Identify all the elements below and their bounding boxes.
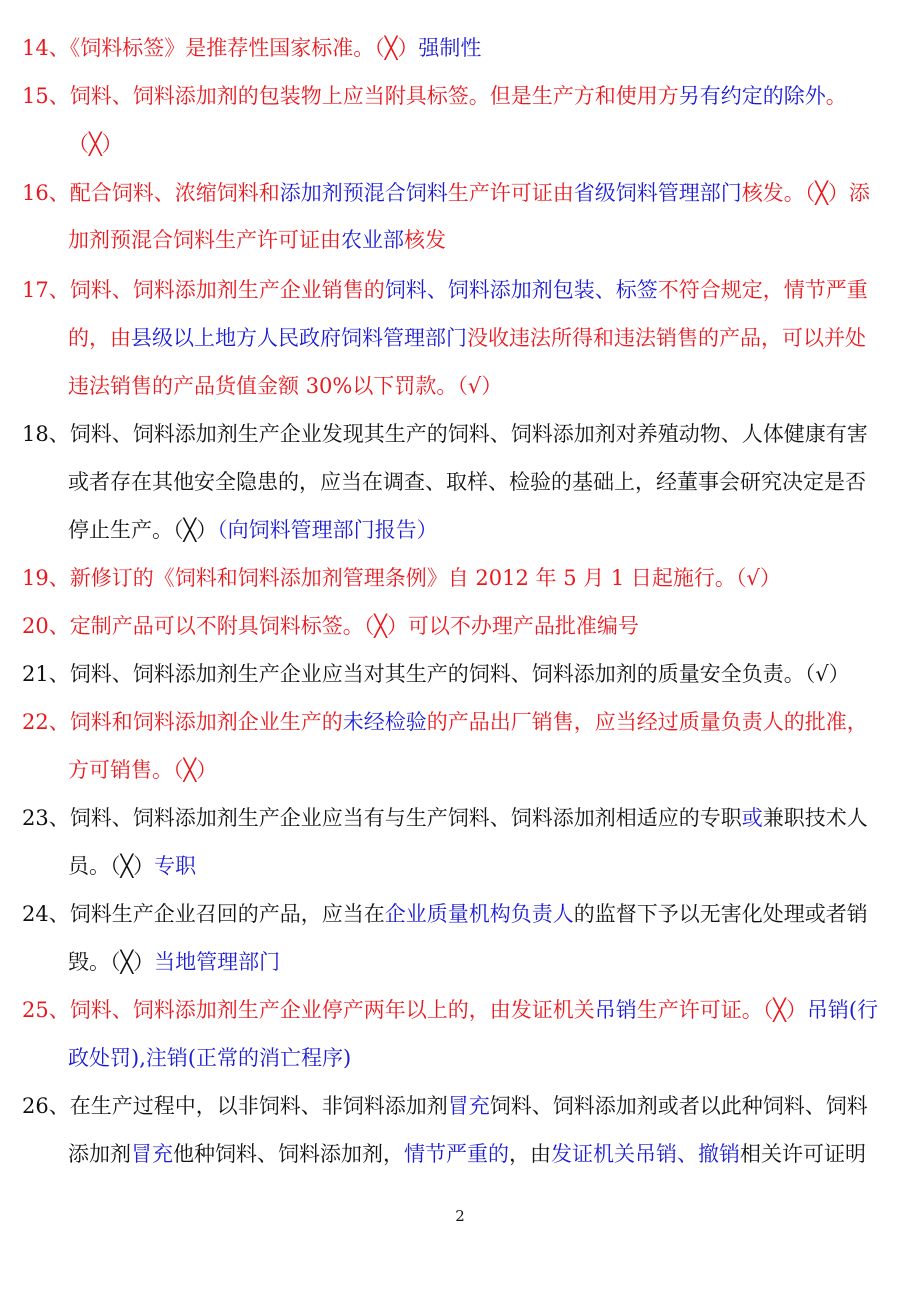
- text-segment: 违法销售的产品货值金额: [68, 374, 306, 398]
- text-segment: ）: [196, 518, 218, 542]
- wrong-mark-icon: ╳: [384, 36, 398, 60]
- wrong-mark-icon: ╳: [120, 950, 134, 974]
- text-segment: ）: [101, 132, 123, 156]
- question-text-continued: [68, 515, 900, 545]
- text-segment: 22、饲料和饲料添加剂企业生产的: [22, 710, 343, 734]
- text-segment: 方可销售。（: [68, 758, 184, 782]
- text-segment: ）: [133, 950, 155, 974]
- text-segment: 毁。（: [68, 950, 121, 974]
- text-segment: ）添: [827, 181, 870, 205]
- text-segment: ）: [785, 998, 807, 1022]
- text-segment: 18、饲料、饲料添加剂生产企业发现其生产的饲料、饲料添加剂对养殖动物、人体健康有害: [22, 422, 868, 446]
- text-segment: 25、饲料、饲料添加剂生产企业停产两年以上的，由发证机关: [22, 998, 595, 1022]
- text-segment: 14、《饲料标签》是推荐性国家标准。（: [22, 36, 385, 60]
- text-segment: 吊销(行: [806, 998, 879, 1022]
- text-segment: 他种饲料、饲料添加剂，: [173, 1142, 404, 1166]
- question-text-continued: [68, 947, 900, 977]
- question-text: [22, 178, 900, 208]
- text-segment: 另有约定的除外: [678, 84, 826, 108]
- text-segment: 的，由: [68, 326, 131, 350]
- question-text-continued: [68, 755, 900, 785]
- text-segment: 未经检验: [342, 710, 427, 734]
- text-segment: 饲料、饲料添加剂包装、标签: [384, 278, 658, 302]
- question-text: [22, 659, 900, 689]
- text-segment: ）可以不办理产品批准编号: [386, 614, 639, 638]
- text-segment: ）: [397, 36, 419, 60]
- text-segment: 饲料、饲料添加剂或者以此种饲料、饲料: [489, 1094, 868, 1118]
- text-segment: 30%: [305, 374, 353, 398]
- wrong-mark-icon: ╳: [89, 132, 102, 156]
- text-segment: 以下罚款。（√）: [352, 374, 503, 398]
- wrong-mark-icon: ╳: [374, 614, 387, 638]
- wrong-mark-icon: ╳: [183, 518, 197, 542]
- text-segment: 员。（: [68, 854, 121, 878]
- text-segment: 当地管理部门: [154, 950, 281, 974]
- text-segment: 政处罚),注销(正常的消亡程序): [68, 1046, 352, 1070]
- question-text: [22, 1091, 900, 1121]
- question-text: [22, 563, 900, 593]
- wrong-mark-icon: ╳: [183, 758, 197, 782]
- question-text-continued: [68, 371, 900, 401]
- wrong-mark-icon: ╳: [815, 181, 828, 205]
- question-text: [22, 899, 900, 929]
- text-segment: 或: [741, 806, 763, 830]
- question-text-continued: [68, 1139, 900, 1169]
- text-segment: 农业部: [341, 228, 404, 252]
- text-segment: 发证机关吊销、撤销: [551, 1142, 740, 1166]
- text-segment: ，由: [509, 1142, 551, 1166]
- text-segment: 生产许可证。（: [636, 998, 774, 1022]
- page-number: 2: [455, 1207, 465, 1225]
- question-text-continued: [68, 467, 900, 497]
- text-segment: ）: [133, 854, 155, 878]
- text-segment: 生产许可证由: [447, 181, 574, 205]
- question-text: [22, 81, 900, 111]
- text-segment: 加剂预混合饲料生产许可证由: [68, 228, 341, 252]
- wrong-mark-icon: ╳: [773, 998, 786, 1022]
- text-segment: 24、饲料生产企业召回的产品，应当在: [22, 902, 385, 926]
- text-segment: 企业质量机构负责人: [384, 902, 574, 926]
- question-text: [22, 803, 900, 833]
- question-text: [22, 611, 900, 641]
- question-text-continued: [68, 1043, 900, 1073]
- text-segment: 县级以上地方人民政府饲料管理部门: [131, 326, 467, 350]
- text-segment: 冒充: [447, 1094, 490, 1118]
- text-segment: 省级饲料管理部门: [573, 181, 742, 205]
- text-segment: 16、配合饲料、浓缩饲料和: [22, 181, 280, 205]
- text-segment: 的监督下予以无害化处理或者销: [573, 902, 868, 926]
- text-segment: 15、饲料、饲料添加剂的包装物上应当附具标签。但是生产方和使用方: [22, 84, 679, 108]
- text-segment: 。: [825, 84, 847, 108]
- text-segment: 23、饲料、饲料添加剂生产企业应当有与生产饲料、饲料添加剂相适应的专职: [22, 806, 742, 830]
- text-segment: 20、定制产品可以不附具饲料标签。（: [22, 614, 375, 638]
- text-segment: 相关许可证明: [740, 1142, 866, 1166]
- text-segment: 专职: [154, 854, 197, 878]
- text-segment: 26、在生产过程中，以非饲料、非饲料添加剂: [22, 1094, 448, 1118]
- text-segment: 情节严重的: [404, 1142, 509, 1166]
- text-segment: 21、饲料、饲料添加剂生产企业应当对其生产的饲料、饲料添加剂的质量安全负责。（√）: [22, 662, 850, 686]
- question-text: [22, 419, 900, 449]
- text-segment: 或者存在其他安全隐患的，应当在调查、取样、检验的基础上，经董事会研究决定是否: [68, 470, 866, 494]
- question-text-continued: [68, 851, 900, 881]
- question-text: [22, 707, 900, 737]
- text-segment: 没收违法所得和违法销售的产品，可以并处: [467, 326, 866, 350]
- text-segment: 不符合规定，情节严重: [657, 278, 868, 302]
- question-text-continued: [68, 129, 900, 159]
- text-segment: 添加剂: [68, 1142, 131, 1166]
- question-text-continued: [68, 225, 900, 255]
- text-segment: 冒充: [131, 1142, 173, 1166]
- wrong-mark-icon: ╳: [120, 854, 134, 878]
- text-segment: 停止生产。（: [68, 518, 184, 542]
- text-segment: ）: [196, 758, 218, 782]
- text-segment: 吊销: [594, 998, 637, 1022]
- question-text: [22, 33, 900, 63]
- text-segment: （: [68, 132, 89, 156]
- text-segment: 的产品出厂销售，应当经过质量负责人的批准，: [426, 710, 868, 734]
- text-segment: 兼职技术人: [762, 806, 868, 830]
- text-segment: 核发: [404, 228, 446, 252]
- text-segment: 强制性: [418, 36, 482, 60]
- text-segment: 添加剂预混合饲料: [279, 181, 448, 205]
- text-segment: 19、新修订的《饲料和饲料添加剂管理条例》自 2012 年 5 月 1 日起施行。（√）: [22, 566, 781, 590]
- question-text: [22, 995, 900, 1025]
- text-segment: （向饲料管理部门报告）: [217, 518, 438, 542]
- text-segment: 17、饲料、饲料添加剂生产企业销售的: [22, 278, 385, 302]
- question-text-continued: [68, 323, 900, 353]
- text-segment: 核发。（: [741, 181, 816, 205]
- question-text: [22, 275, 900, 305]
